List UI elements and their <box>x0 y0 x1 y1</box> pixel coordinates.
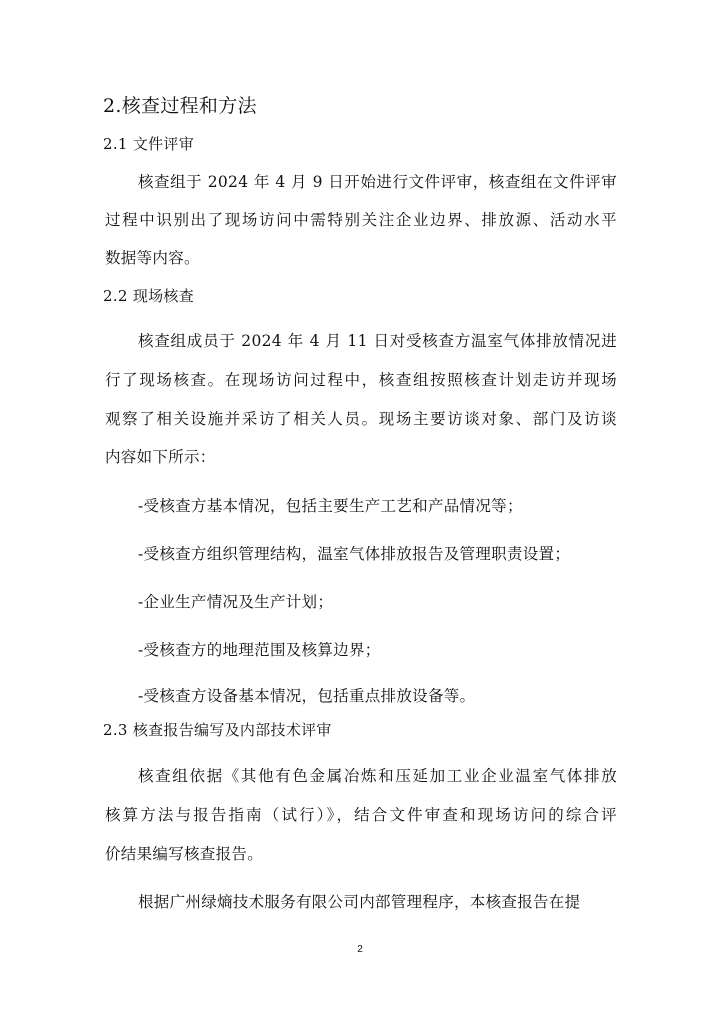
paragraph-line: 行了现场核查。在现场访问过程中，核查组按照核查计划走访并现场 <box>105 371 617 389</box>
paragraph-line: 过程中识别出了现场访问中需特别关注企业边界、排放源、活动水平 <box>105 211 617 229</box>
section-title: 2.核查过程和方法 <box>103 95 257 117</box>
list-item: -受核查方基本情况，包括主要生产工艺和产品情况等； <box>138 497 523 515</box>
subsection-heading-2-3: 2.3 核查报告编写及内部技术评审 <box>103 721 332 739</box>
paragraph-line: 价结果编写核查报告。 <box>105 845 264 863</box>
page-number: 2 <box>357 944 363 955</box>
paragraph-line: 根据广州绿熵技术服务有限公司内部管理程序，本核查报告在提 <box>138 893 581 911</box>
paragraph-line: 内容如下所示： <box>105 448 216 466</box>
paragraph-line: 核查组于 2024 年 4 月 9 日开始进行文件评审，核查组在文件评审 <box>138 173 617 191</box>
list-item: -企业生产情况及生产计划； <box>138 593 334 611</box>
list-item: -受核查方的地理范围及核算边界； <box>138 641 381 659</box>
paragraph-line: 观察了相关设施并采访了相关人员。现场主要访谈对象、部门及访谈 <box>105 410 617 428</box>
paragraph-line: 核查组依据《其他有色金属冶炼和压延加工业企业温室气体排放 <box>138 767 617 785</box>
subsection-heading-2-2: 2.2 现场核查 <box>103 287 195 305</box>
paragraph-line: 核查组成员于 2024 年 4 月 11 日对受核查方温室气体排放情况进 <box>138 332 617 350</box>
paragraph-line: 数据等内容。 <box>105 249 200 267</box>
subsection-heading-2-1: 2.1 文件评审 <box>103 135 195 153</box>
list-item: -受核查方组织管理结构，温室气体排放报告及管理职责设置； <box>138 545 571 563</box>
paragraph-line: 核算方法与报告指南（试行）》，结合文件审查和现场访问的综合评 <box>105 806 617 824</box>
list-item: -受核查方设备基本情况，包括重点排放设备等。 <box>138 687 476 705</box>
